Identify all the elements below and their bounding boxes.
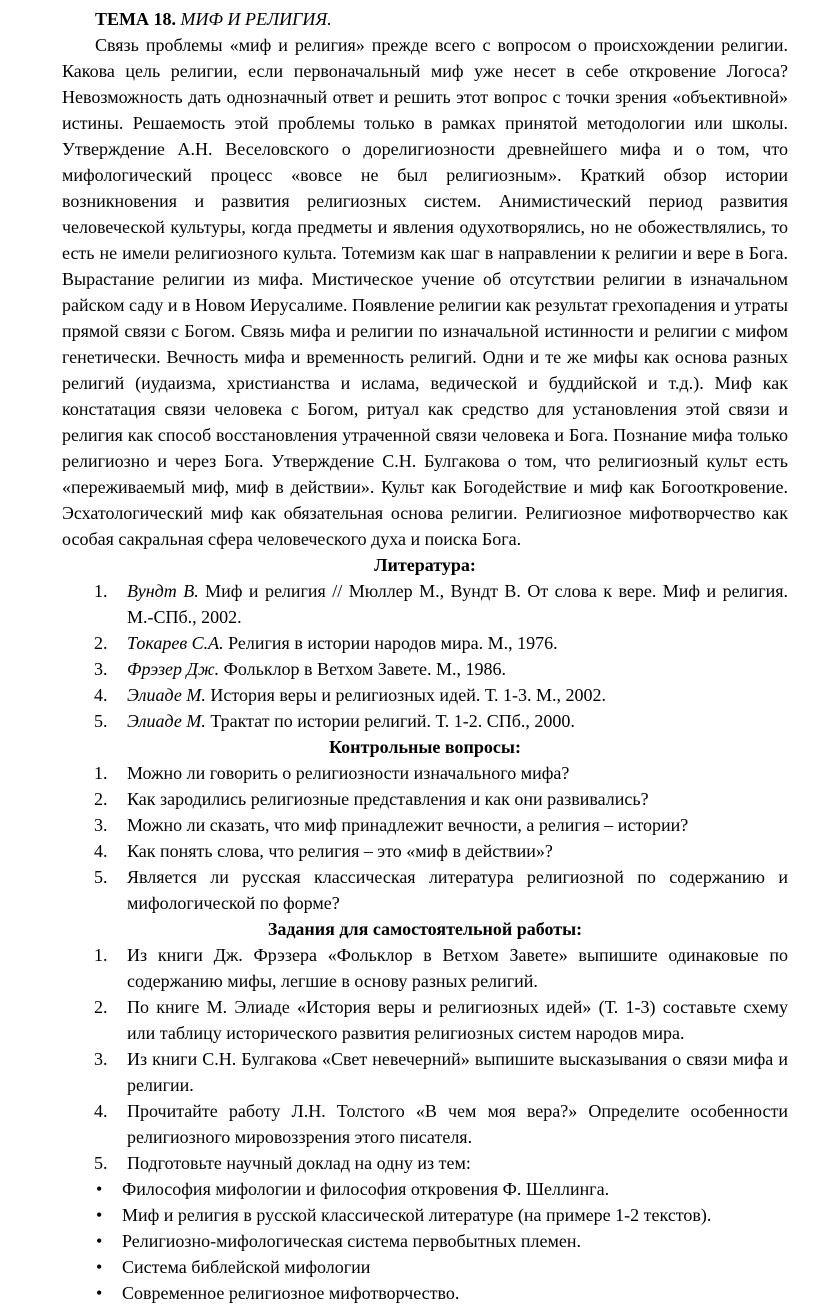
- bullet-text: Философия мифологии и философия откровения Ф. Шеллинга.: [122, 1179, 610, 1199]
- topic-bullet-item: [96, 1280, 788, 1306]
- page-title: [62, 6, 788, 32]
- reference-text: Фольклор в Ветхом Завете. М., 1986.: [219, 659, 507, 679]
- task-item: [94, 994, 788, 1046]
- topic-bullet-item: [96, 1202, 788, 1228]
- reference-text: Трактат по истории религий. Т. 1-2. СПб., 2000.: [205, 711, 575, 731]
- literature-item: [94, 578, 788, 630]
- question-item: [94, 812, 788, 838]
- literature-item: [94, 630, 788, 656]
- abstract-paragraph: Связь проблемы «миф и религия» прежде всего с вопросом о происхождении религии. Какова цель религии, если первоначальный миф уже несет в себе откровение Логоса? Невозможность дать однозначный ответ и решить этот вопрос с точки зрения «объективной» истины. Решаемость этой проблемы только в рамках принятой методологии или школы. Утверждение А.Н. Веселовского о дорелигиозности древнейшего мифа и о том, что мифологический процесс «вовсе не был религиозным». Краткий обзор истории возникновения и развития религиозных систем. Анимистический период развития человеческой культуры, когда предметы и явления одухотворялись, но не обожествлялись, то есть не имели религиозного культа. Тотемизм как шаг в направлении к религии и вере в Бога. Вырастание религии из мифа. Мистическое учение об отсутствии религии в изначальном райском саду и в Новом Иерусалиме. Появление религии как результат грехопадения и утраты прямой связи с Богом. Связь мифа и религии по изначальной истинности и религии с мифом генетически. Вечность мифа и временность религий. Одни и те же мифы как основа разных религий (иудаизма, христианства и ислама, ведической и буддийской и т.д.). Миф как констатация связи человека с Богом, ритуал как средство для установления этой связи и религия как способ восстановления утраченной связи человека и Бога. Познание мифа только религиозно и через Бога. Утверждение С.Н. Булгакова о том, что религиозный культ есть «переживаемый миф, миф в действии». Культ как Богодействие и миф как Богооткровение. Эсхатологический миф как обязательная основа религии. Религиозное мифотворчество как особая сакральная сфера человеческого духа и поиска Бога.: [62, 35, 788, 549]
- bullet-icon: •: [96, 1231, 103, 1251]
- list-number: 4.: [94, 1101, 108, 1121]
- reference-text: Миф и религия // Мюллер М., Вундт В. От слова к вере. Миф и религия. М.-СПб., 2002.: [127, 581, 788, 627]
- list-number: 5.: [94, 711, 108, 731]
- bullet-text: Современное религиозное мифотворчество.: [122, 1283, 460, 1303]
- list-number: 4.: [94, 685, 108, 705]
- bullet-text: Система библейской мифологии: [122, 1257, 371, 1277]
- literature-item: [94, 682, 788, 708]
- list-number: 3.: [94, 815, 108, 835]
- topic-name: МИФ И РЕЛИГИЯ.: [176, 9, 332, 29]
- section-heading-questions: Контрольные вопросы:: [329, 737, 521, 757]
- question-item: [94, 760, 788, 786]
- task-text: Из книги Дж. Фрэзера «Фольклор в Ветхом Завете» выпишите одинаковые по содержанию мифы, легшие в основу разных религий.: [127, 945, 788, 991]
- list-number: 3.: [94, 659, 108, 679]
- list-number: 2.: [94, 789, 108, 809]
- task-text: Из книги С.Н. Булгакова «Свет невечерний» выпишите высказывания о связи мифа и религии.: [127, 1049, 788, 1095]
- bullet-text: Миф и религия в русской классической литературе (на примере 1-2 текстов).: [122, 1205, 712, 1225]
- task-item: [94, 942, 788, 994]
- task-item: [94, 1046, 788, 1098]
- task-text: Прочитайте работу Л.Н. Толстого «В чем моя вера?» Определите особенности религиозного мировоззрения этого писателя.: [127, 1101, 788, 1147]
- bullet-text: Религиозно-мифологическая система первобытных племен.: [122, 1231, 581, 1251]
- bullet-icon: •: [96, 1257, 103, 1277]
- list-number: 1.: [94, 763, 108, 783]
- question-item: [94, 864, 788, 916]
- bullet-icon: •: [96, 1179, 103, 1199]
- list-number: 2.: [94, 997, 108, 1017]
- question-item: [94, 838, 788, 864]
- author-name: Вундт В.: [127, 581, 199, 601]
- author-name: Токарев С.А.: [127, 633, 224, 653]
- author-name: Элиаде М.: [127, 711, 206, 731]
- reference-text: История веры и религиозных идей. Т. 1-3. М., 2002.: [205, 685, 607, 705]
- list-number: 1.: [94, 581, 108, 601]
- task-item: [94, 1150, 788, 1176]
- bullet-icon: •: [96, 1283, 103, 1303]
- author-name: Элиаде М.: [127, 685, 206, 705]
- list-number: 3.: [94, 1049, 108, 1069]
- list-number: 2.: [94, 633, 108, 653]
- list-number: 1.: [94, 945, 108, 965]
- question-text: Как зародились религиозные представления и как они развивались?: [127, 789, 649, 809]
- author-name: Фрэзер Дж.: [127, 659, 220, 679]
- section-heading-tasks: Задания для самостоятельной работы:: [267, 919, 583, 939]
- section-heading-literature: Литература:: [374, 555, 476, 575]
- question-item: [94, 786, 788, 812]
- question-text: Можно ли говорить о религиозности изначального мифа?: [127, 763, 570, 783]
- list-number: 4.: [94, 841, 108, 861]
- topic-bullet-item: [96, 1176, 788, 1202]
- task-item: [94, 1098, 788, 1150]
- topic-number: ТЕМА 18.: [95, 9, 176, 29]
- question-text: Как понять слова, что религия – это «миф в действии»?: [127, 841, 553, 861]
- bullet-icon: •: [96, 1205, 103, 1225]
- topic-bullet-item: [96, 1254, 788, 1280]
- task-text: По книге М. Элиаде «История веры и религиозных идей» (Т. 1-3) составьте схему или таблицу исторического развития религиозных систем народов мира.: [127, 997, 788, 1043]
- literature-item: [94, 708, 788, 734]
- reference-text: Религия в истории народов мира. М., 1976.: [223, 633, 558, 653]
- literature-item: [94, 656, 788, 682]
- list-number: 5.: [94, 867, 108, 887]
- question-text: Можно ли сказать, что миф принадлежит вечности, а религия – истории?: [127, 815, 689, 835]
- question-text: Является ли русская классическая литература религиозной по содержанию и мифологической по форме?: [127, 867, 788, 913]
- topic-bullet-item: [96, 1228, 788, 1254]
- list-number: 5.: [94, 1153, 108, 1173]
- task-text: Подготовьте научный доклад на одну из тем:: [127, 1153, 471, 1173]
